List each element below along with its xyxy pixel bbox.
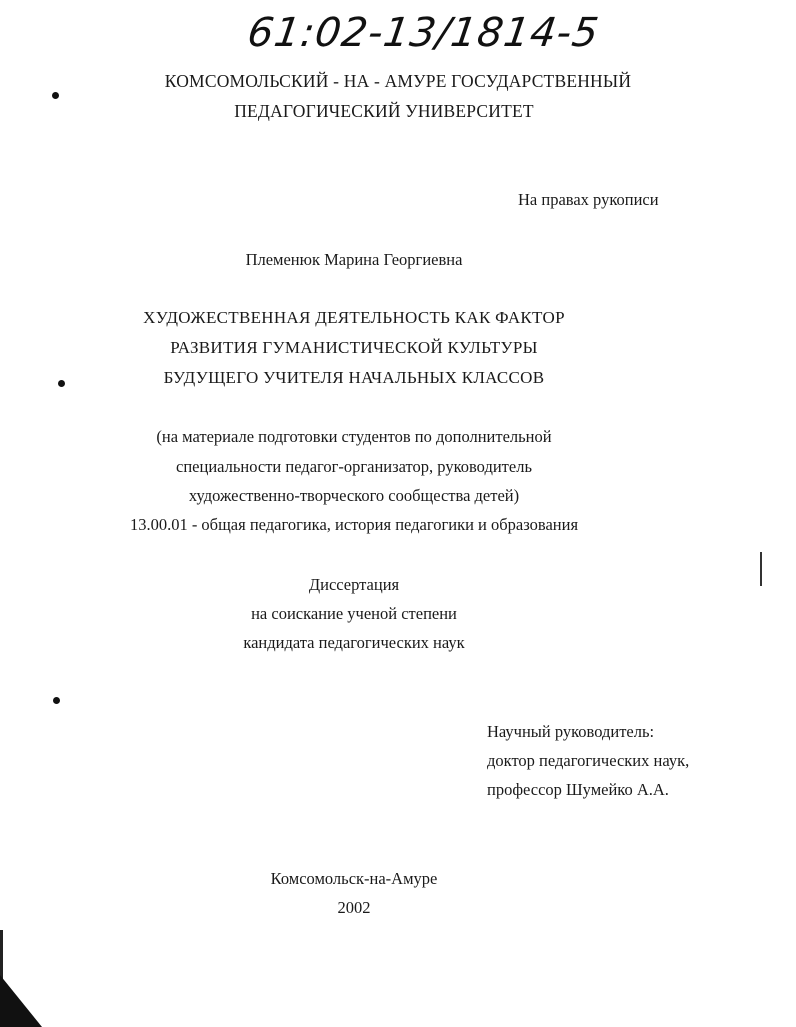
year: 2002: [337, 898, 371, 917]
binder-hole-mark: [58, 380, 65, 387]
degree-line2: на соискание ученой степени: [251, 604, 457, 623]
subtitle-line1: (на материале подготовки студентов по дополнительной: [156, 427, 552, 446]
archive-code-handwritten: 61:02-13/1814-5: [244, 10, 602, 56]
binder-hole-mark: [53, 697, 60, 704]
manuscript-rights: На правах рукописи: [518, 190, 659, 209]
author-name: Племенюк Марина Георгиевна: [245, 250, 463, 269]
subtitle-line3: художественно-творческого сообщества детей): [188, 486, 520, 505]
specialty-code: 13.00.01 - общая педагогика, история педагогики и образования: [129, 515, 579, 534]
supervisor-label: Научный руководитель:: [487, 722, 655, 741]
degree-line3: кандидата педагогических наук: [243, 633, 465, 652]
binder-hole-mark: [52, 92, 59, 99]
university-name-line1: КОМСОМОЛЬСКИЙ - НА - АМУРЕ ГОСУДАРСТВЕННЫЙ: [164, 71, 632, 91]
scan-corner-shadow: [0, 975, 42, 1027]
supervisor-degree: доктор педагогических наук,: [487, 751, 690, 770]
dissertation-title-line1: ХУДОЖЕСТВЕННАЯ ДЕЯТЕЛЬНОСТЬ КАК ФАКТОР: [143, 308, 565, 327]
university-name-line2: ПЕДАГОГИЧЕСКИЙ УНИВЕРСИТЕТ: [234, 101, 534, 121]
dissertation-title-line3: БУДУЩЕГО УЧИТЕЛЯ НАЧАЛЬНЫХ КЛАССОВ: [163, 368, 545, 387]
scan-edge-mark: [760, 552, 762, 586]
degree-line1: Диссертация: [308, 575, 400, 594]
dissertation-title-line2: РАЗВИТИЯ ГУМАНИСТИЧЕСКОЙ КУЛЬТУРЫ: [170, 338, 538, 357]
subtitle-line2: специальности педагог-организатор, руководитель: [176, 457, 532, 476]
city: Комсомольск-на-Амуре: [270, 869, 438, 888]
supervisor-name: профессор Шумейко А.А.: [487, 780, 669, 799]
